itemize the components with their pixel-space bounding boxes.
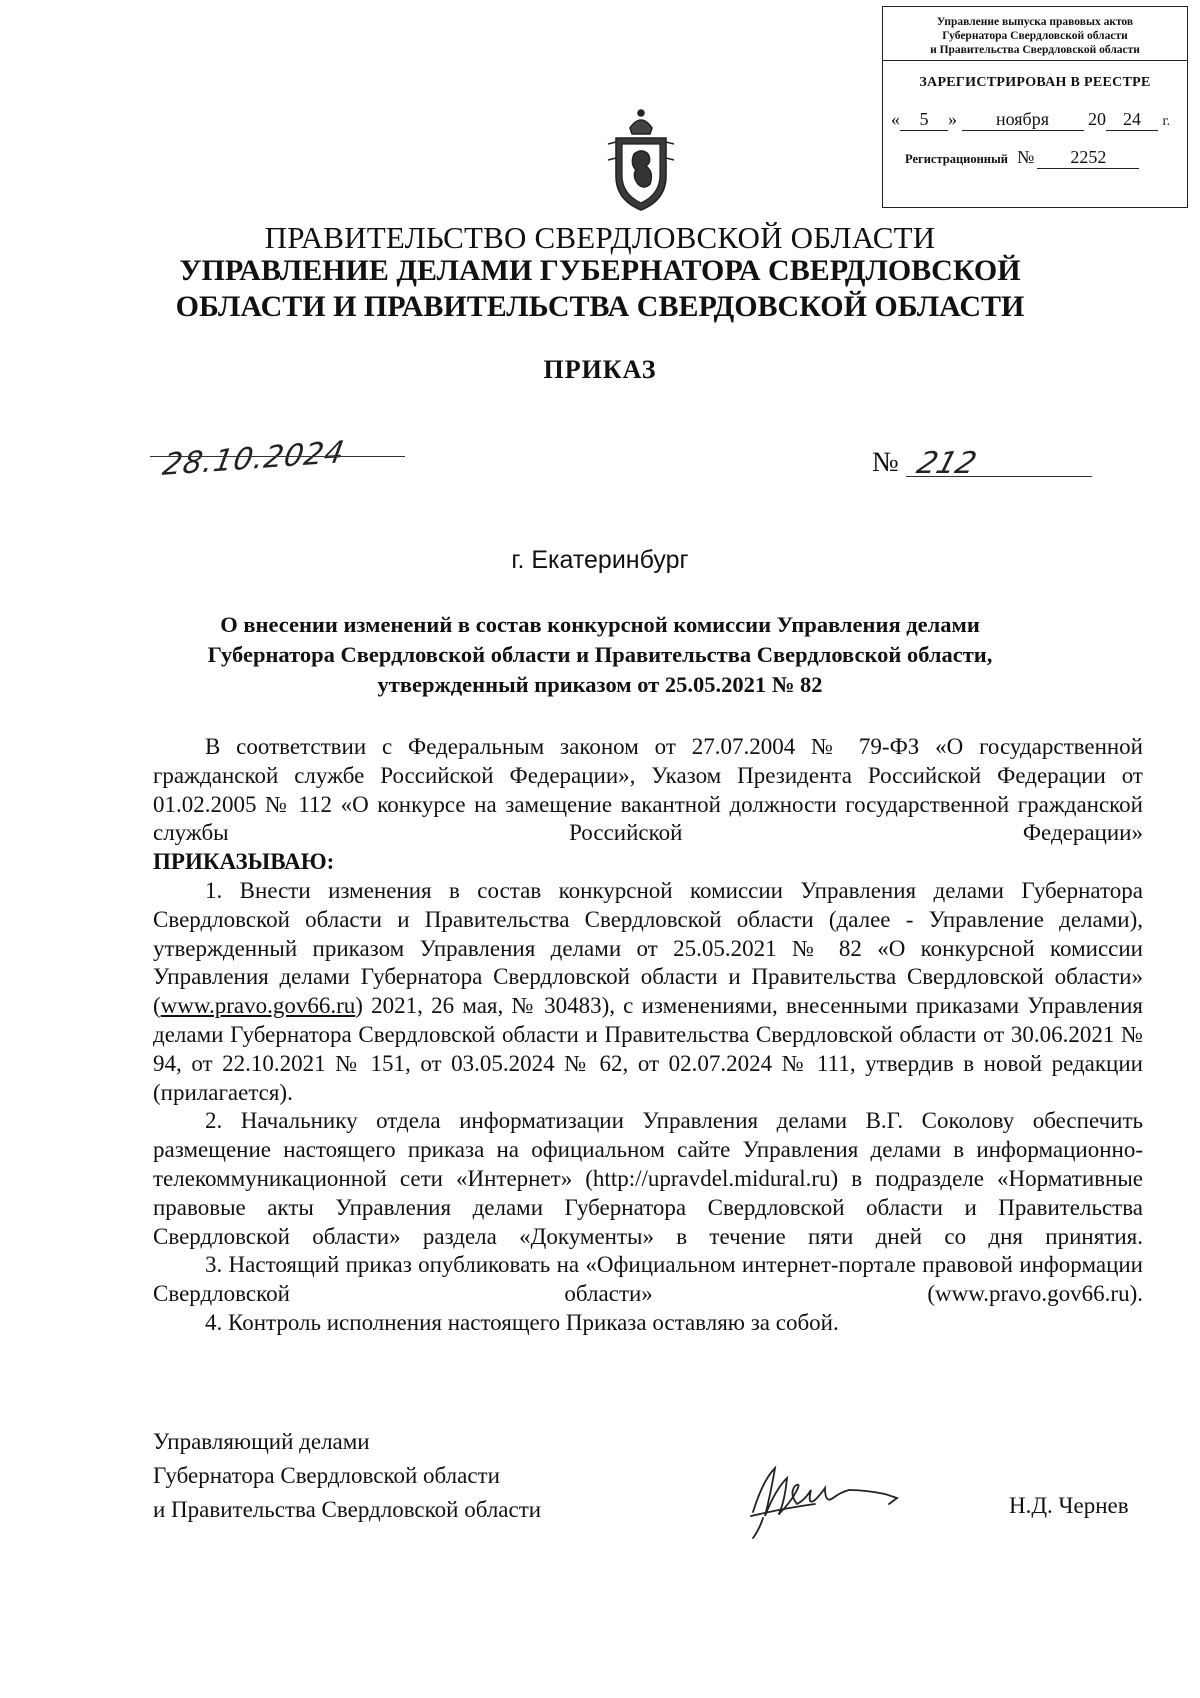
signatory-name: Н.Д. Чернев — [1009, 1493, 1129, 1518]
signatory-position — [153, 1425, 541, 1527]
order-number-symbol: № — [872, 447, 899, 478]
title-line: утвержденный приказом от 25.05.2021 № 82 — [377, 672, 823, 697]
stamp-date — [883, 109, 1187, 131]
stamp-reg-label: Регистрационный — [905, 152, 1008, 166]
title-line: Губернатора Свердловской области и Правительства Свердловской области, — [207, 642, 993, 667]
department-title-line2: ОБЛАСТИ И ПРАВИТЕЛЬСТВА СВЕРДОВСКОЙ ОБЛАСТИ — [175, 290, 1025, 323]
stamp-year-suffix: 24 — [1106, 109, 1158, 131]
document-body — [153, 733, 1143, 1338]
stamp-header-line: и Правительства Свердловской области — [930, 44, 1140, 56]
stamp-header-line: Губернатора Свердловской области — [942, 30, 1128, 42]
department-title-line1: УПРАВЛЕНИЕ ДЕЛАМИ ГУБЕРНАТОРА СВЕРДЛОВСКОЙ — [179, 254, 1021, 287]
preamble-paragraph: В соответствии с Федеральным законом от 27.07.2004 № 79-ФЗ «О государственной гражданской службе Российской Федерации», Указом Президента Российской Федерации от 01.02.2005 № 112 «О конкурсе на замещение вакантной должности государственной гражданской службы Российской Федерации» — [153, 734, 1143, 846]
stamp-reg-number: 2252 — [1037, 147, 1139, 169]
stamp-reg-symbol: № — [1017, 147, 1035, 167]
stamp-reg-number-row — [883, 147, 1187, 169]
stamp-year-mark: г. — [1162, 114, 1171, 129]
stamp-quote-open: « — [891, 109, 900, 129]
document-type: ПРИКАЗ — [543, 355, 657, 384]
stamp-quote-close: » — [948, 109, 957, 129]
government-title: ПРАВИТЕЛЬСТВО СВЕРДЛОВСКОЙ ОБЛАСТИ — [264, 220, 936, 255]
stamp-year-prefix: 20 — [1088, 109, 1106, 129]
position-line: Управляющий делами — [153, 1429, 370, 1454]
stamp-day: 5 — [900, 109, 948, 131]
item-1-text-rest: ) 2021, 26 мая, № 30483), с изменениями, внесенными приказами Управления делами Губернатора Свердловской области и Правительства Свердловской области от 30.06.2021 № 94, от 22.10.2021 № 151, от 03.05.2024 № 62, от 02.07.2024 № 111, утвердив в новой редакции (прилагается). — [153, 993, 1143, 1105]
handwritten-signature-icon — [745, 1460, 915, 1540]
order-number: 212 — [912, 446, 981, 481]
item-3-paragraph: 3. Настоящий приказ опубликовать на «Официальном интернет-портале правовой информации Свердловской области» (www.pravo.gov66.ru). — [153, 1252, 1143, 1307]
position-line: Губернатора Свердловской области — [153, 1463, 500, 1488]
order-word: ПРИКАЗЫВАЮ: — [153, 849, 335, 875]
order-date: 28.10.2024 — [160, 434, 348, 483]
city: г. Екатеринбург — [511, 546, 689, 574]
pravo-link[interactable]: www.pravo.gov66.ru — [160, 993, 356, 1019]
title-line: О внесении изменений в состав конкурсной комиссии Управления делами — [220, 612, 980, 637]
coat-of-arms-icon — [602, 104, 680, 214]
position-line: и Правительства Свердловской области — [153, 1497, 542, 1522]
stamp-header-line: Управление выпуска правовых актов — [936, 16, 1134, 28]
stamp-header — [883, 7, 1187, 61]
item-4-paragraph: 4. Контроль исполнения настоящего Приказа оставляю за собой. — [205, 1309, 839, 1335]
stamp-registered-label: ЗАРЕГИСТРИРОВАН В РЕЕСТРЕ — [919, 75, 1151, 90]
item-1-paragraph — [153, 877, 1143, 1107]
number-underline — [906, 476, 1092, 477]
registry-stamp — [882, 6, 1188, 208]
stamp-month: ноября — [962, 109, 1084, 131]
item-2-paragraph: 2. Начальнику отдела информатизации Управления делами В.Г. Соколову обеспечить размещение настоящего приказа на официальном сайте Управления делами в информационно-телекоммуникационной сети «Интернет» (http://upravdel.midural.ru) в подразделе «Нормативные правовые акты Управления делами Губернатора Свердловской области и Правительства Свердловской области» раздела «Документы» в течение пяти дней со дня принятия. — [153, 1108, 1143, 1249]
item-1-text: 1. Внести изменения в состав конкурсной комиссии Управления делами Губернатора Свердловской области и Правительства Свердловской области (далее - Управление делами), утвержденный приказом Управления делами от 25.05.2021 № 82 «О конкурсной комиссии Управления делами Губернатора Свердловской области и Правительства Свердловской области» ( — [153, 877, 1143, 1019]
document-title — [0, 610, 1200, 700]
date-underline — [150, 456, 405, 457]
